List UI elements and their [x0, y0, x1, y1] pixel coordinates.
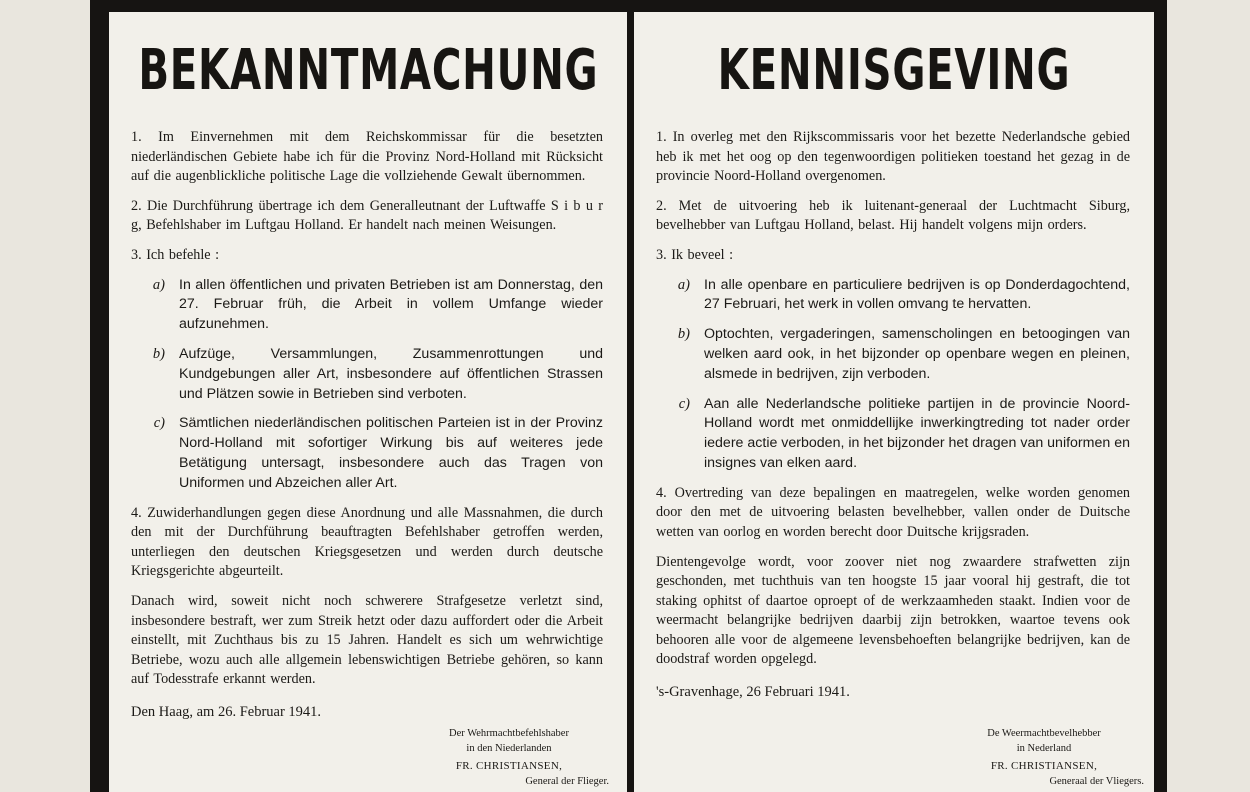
dutch-item-label: a): [677, 276, 690, 293]
german-item-label: a): [152, 276, 165, 293]
german-item-a: [131, 276, 603, 335]
dutch-paragraph-5: Dientengevolge wordt, voor zoover niet nog zwaardere strafwetten zijn geschonden, met tuchthuis van ten hoogste 15 jaar vooral hij gestraft, die tot staking ophitst of daartoe oproept of de werkzaamheden staakt. Indien voor de weermacht belangrijke bedrijven daarbij zijn betrokken, waartoe tevens ook behooren alle voor de algemeene levensbehoeften belangrijke bedrijven, kan de doodstraf worden opgelegd.: [656, 553, 1130, 668]
german-paragraph-4: 4. Zuwiderhandlungen gegen diese Anordnung und alle Massnahmen, die durch den mit der Durchführung beauftragten Befehlshaber getroffen werden, unterliegen den deutschen Kriegsgesetzen und werden durch deutsche Kriegsgerichte abgeurteilt.: [131, 504, 603, 580]
dutch-item-text: In alle openbare en particuliere bedrijven is op Donderdagochtend, 27 Februari, het werk in vollen omvang te hervatten.: [704, 276, 1130, 313]
dutch-notice-panel: [634, 12, 1154, 792]
german-paragraph-5: Danach wird, soweit nicht noch schwerere Strafgesetze verletzt sind, insbesondere bestraft, wer zum Streik hetzt oder dazu auffordert oder die Arbeit einstellt, mit Zuchthaus bis zu 15 Jahren. Handelt es sich um wehrwichtige Betriebe, wozu auch alle allgemein lebenswichtigen Betriebe gehören, so kann auf Todesstrafe erkannt werden.: [131, 592, 603, 688]
dutch-date-line: 's-Gravenhage, 26 Februari 1941.: [656, 684, 850, 701]
german-notice-panel: [109, 12, 627, 792]
german-date-line: Den Haag, am 26. Februar 1941.: [131, 703, 322, 720]
german-item-label: c): [153, 415, 165, 432]
german-item-b: [131, 345, 603, 404]
german-item-text: Sämtlichen niederländischen politischen Parteien ist in der Provinz Nord-Holland mit sofortiger Wirkung bis auf weiteres jede Betätigung untersagt, insbesondere auch das Tragen von Uniformen und Abzeichen aller Art.: [179, 415, 603, 491]
dutch-item-text: Aan alle Nederlandsche politieke partijen in de provincie Noord-Holland wordt met onmiddellijke inwerkingtreding tot nader order iedere actie verboden, in het bijzonder het dragen van uniformen en insignes van elken aard.: [704, 395, 1130, 471]
dutch-item-b: [656, 325, 1130, 384]
german-title: BEKANNTMACHUNG: [138, 38, 599, 103]
german-signature: [409, 726, 609, 789]
dutch-sign-line-1: De Weermachtbevelhebber: [987, 728, 1101, 739]
dutch-paragraph-3: 3. Ik beveel :: [656, 246, 734, 263]
dutch-paragraph-4: 4. Overtreding van deze bepalingen en maatregelen, welke worden genomen door den met de uitvoering belasten bevelhebber, vallen onder de Duitsche wetten van oorlog en worden berecht door Duitsche krijgsraden.: [656, 484, 1130, 540]
dutch-item-label: b): [677, 326, 690, 343]
dutch-item-text: Optochten, vergaderingen, samenscholingen en betoogingen van welken aard ook, in het bijzonder op openbare wegen en pleinen, alsmede in bedrijven, zijn verboden.: [704, 326, 1130, 382]
german-sign-rank: General der Flieger.: [525, 776, 609, 787]
german-item-text: Aufzüge, Versammlungen, Zusammenrottungen und Kundgebungen aller Art, insbesondere auf öffentlichen Strassen und Plätzen sowie in Betrieben sind verboten.: [179, 345, 603, 402]
german-paragraph-3: 3. Ich befehle :: [131, 246, 220, 263]
german-paragraph-1: 1. Im Einvernehmen mit dem Reichskommissar für die besetzten niederländischen Gebiete habe ich für die Provinz Nord-Holland mit Rücksicht auf die augenblickliche politische Lage die vollziehende Gewalt übernommen.: [131, 129, 603, 185]
german-sign-name: FR. CHRISTIANSEN,: [455, 760, 563, 772]
dutch-sign-name: FR. CHRISTIANSEN,: [990, 760, 1098, 772]
dutch-signature: [944, 726, 1144, 789]
german-item-text: In allen öffentlichen und privaten Betrieben ist am Donnerstag, den 27. Februar früh, die Arbeit in vollem Umfange wieder aufzunehmen.: [179, 276, 603, 333]
german-paragraph-2: 2. Die Durchführung übertrage ich dem Generalleutnant der Luftwaffe S i b u r g, Befehlshaber im Luftgau Holland. Er handelt nach meinen Weisungen.: [131, 197, 603, 234]
dutch-sign-rank: Generaal der Vliegers.: [1049, 776, 1144, 787]
dutch-paragraph-2: 2. Met de uitvoering heb ik luitenant-generaal der Luchtmacht Siburg, bevelhebber van Luftgau Holland, belast. Hij handelt volgens mijn orders.: [656, 197, 1130, 234]
dutch-paragraph-1: 1. In overleg met den Rijkscommissaris voor het bezette Nederlandsche gebied heb ik met het oog op den tegenwoordigen politieken toestand het gezag in de provincie Noord-Holland overgenomen.: [656, 129, 1130, 185]
dutch-title: KENNISGEVING: [717, 38, 1071, 103]
german-body: [131, 128, 603, 729]
dutch-item-a: [656, 276, 1130, 316]
german-sign-line-2: in den Niederlanden: [466, 743, 552, 754]
german-sign-line-1: Der Wehrmachtbefehlshaber: [449, 728, 569, 739]
german-item-c: [131, 414, 603, 493]
dutch-body: [656, 128, 1130, 709]
dutch-sign-line-2: in Nederland: [1016, 743, 1072, 754]
dutch-item-label: c): [678, 395, 690, 412]
dutch-item-c: [656, 395, 1130, 474]
german-item-label: b): [152, 345, 165, 362]
